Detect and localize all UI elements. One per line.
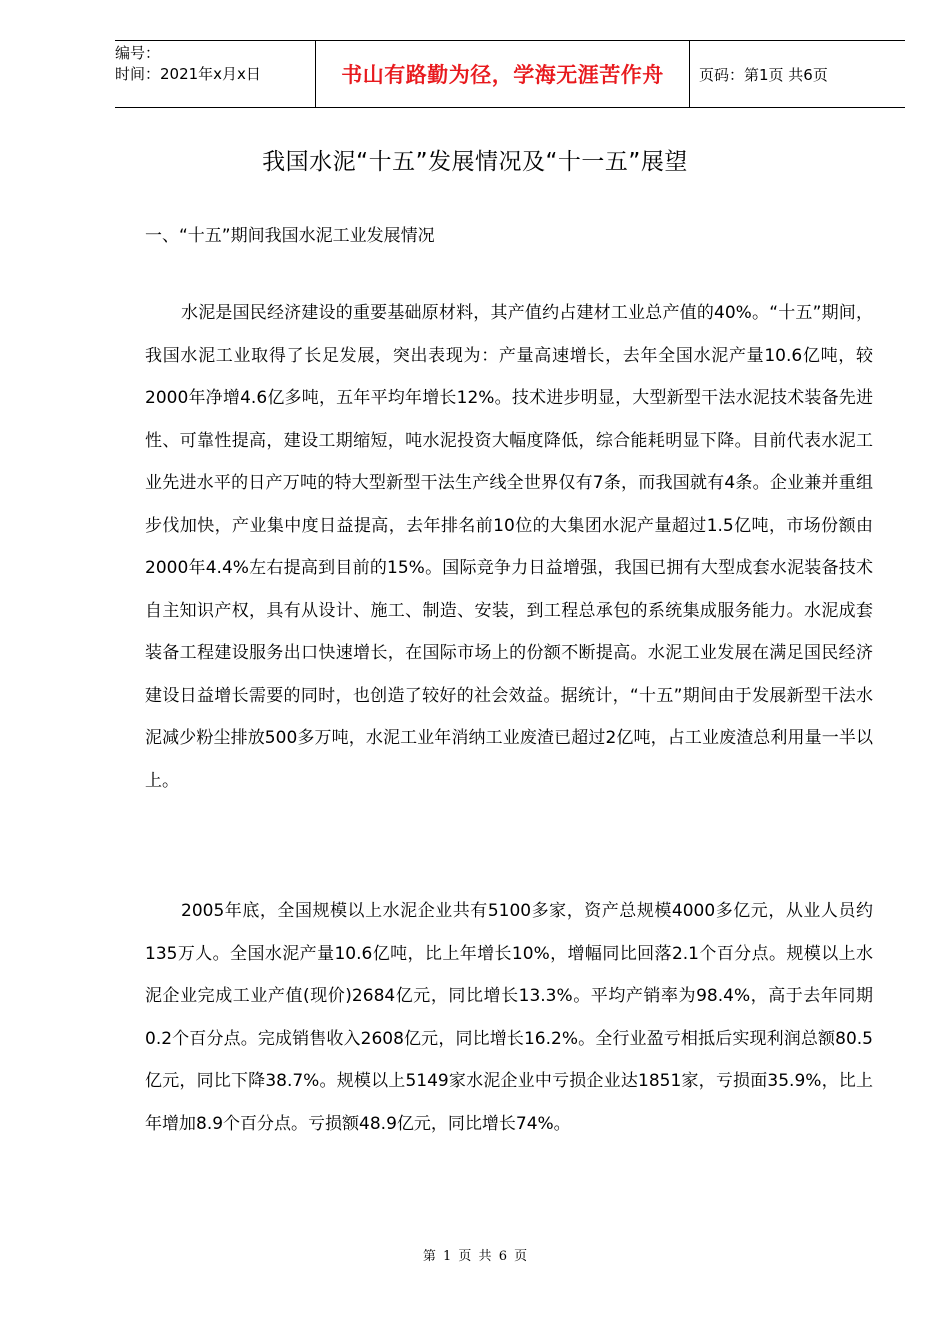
header-page-info: 页码：第1页 共6页 [699, 65, 828, 84]
section-heading: 一、“十五”期间我国水泥工业发展情况 [145, 226, 435, 246]
document-header [115, 40, 905, 108]
header-meta [115, 41, 315, 107]
time-label: 时间：2021年x月x日 [115, 65, 261, 83]
document-title: 我国水泥“十五”发展情况及“十一五”展望 [262, 149, 688, 175]
paragraph-2: 2005年底，全国规模以上水泥企业共有5100多家，资产总规模4000多亿元，从业人员约135万人。全国水泥产量10.6亿吨，比上年增长10%，增幅同比回落2.1个百分点。规模以上水泥企业完成工业产值(现价)2684亿元，同比增长13.3%。平均产销率为98.4%，高于去年同期0.2个百分点。完成销售收入2608亿元，同比增长16.2%。全行业盈亏相抵后实现利润总额80.5亿元，同比下降38.7%。规模以上5149家水泥企业中亏损企业达1851家，亏损面35.9%，比上年增加8.9个百分点。亏损额48.9亿元，同比增长74%。 [145, 901, 873, 1134]
paragraph-1: 水泥是国民经济建设的重要基础原材料，其产值约占建材工业总产值的40%。“十五”期间，我国水泥工业取得了长足发展，突出表现为：产量高速增长，去年全国水泥产量10.6亿吨，较2000年净增4.6亿多吨，五年平均年增长12%。技术进步明显，大型新型干法水泥技术装备先进性、可靠性提高，建设工期缩短，吨水泥投资大幅度降低，综合能耗明显下降。目前代表水泥工业先进水平的日产万吨的特大型新型干法生产线全世界仅有7条，而我国就有4条。企业兼并重组步伐加快，产业集中度日益提高，去年排名前10位的大集团水泥产量超过1.5亿吨，市场份额由2000年4.4%左右提高到目前的15%。国际竞争力日益增强，我国已拥有大型成套水泥装备技术自主知识产权，具有从设计、施工、制造、安装，到工程总承包的系统集成服务能力。水泥成套装备工程建设服务出口快速增长，在国际市场上的份额不断提高。水泥工业发展在满足国民经济建设日益增长需要的同时，也创造了较好的社会效益。据统计，“十五”期间由于发展新型干法水泥减少粉尘排放500多万吨，水泥工业年消纳工业废渣已超过2亿吨，占工业废渣总利用量一半以上。 [145, 303, 873, 791]
header-motto: 书山有路勤为径，学海无涯苦作舟 [315, 41, 690, 107]
page-footer: 第 1 页 共 6 页 [422, 1249, 528, 1264]
serial-label: 编号： [115, 44, 161, 62]
